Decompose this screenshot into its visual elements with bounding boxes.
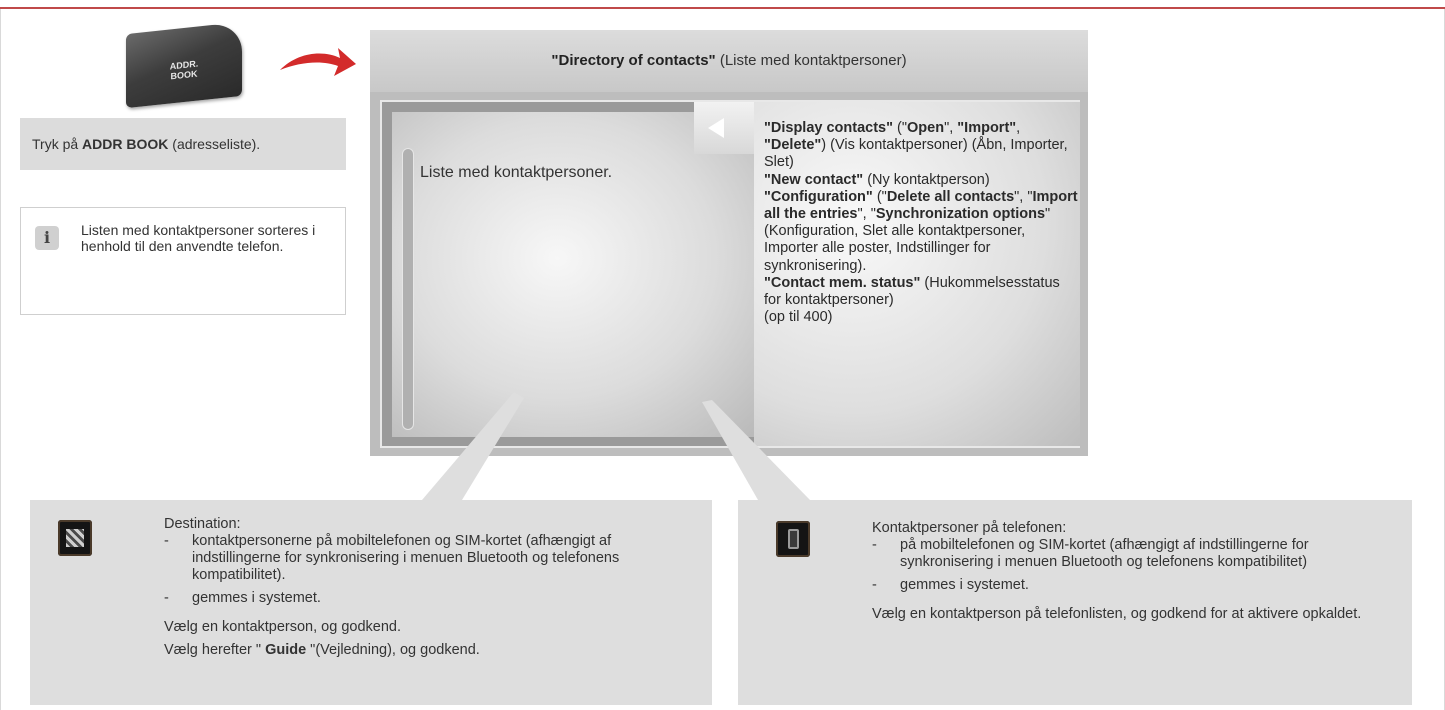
menu-bold: "Import" [957,120,1017,136]
top-rule [0,0,1445,9]
menu-bold: Synchronization options [875,206,1046,223]
bullet-dash: - [872,577,877,593]
bullet-text: kontaktpersonerne på mobiltelefonen og SIM-kortet (afhængigt af indstillingerne for synkronisering i menuen Bluetooth og telefonens kompatibilitet). [192,533,620,583]
bullet-dash: - [164,590,169,606]
guide-prefix: Vælg herefter " [164,642,266,658]
destination-heading: Destination: [164,516,241,532]
addr-book-label-line2: BOOK [170,68,198,82]
instruction-line: Vælg en kontaktperson, og godkend. [164,619,401,635]
destination-text [164,516,684,659]
menu-bold: "New contact" [764,171,864,188]
instruction-box [20,118,346,170]
checkered-flag-glyph [66,529,84,547]
info-text: Listen med kontaktpersoner sorteres i henhold til den anvendte telefon. [81,222,316,254]
menu-item-configuration[interactable] [764,189,1080,275]
menu-bold: Delete all contacts [886,188,1015,205]
guide-suffix: "(Vejledning), og godkend. [306,642,480,658]
info-note [20,207,346,315]
menu-tab[interactable] [694,102,754,154]
callout-wedge-left [420,390,530,502]
bullet-text: på mobiltelefonen og SIM-kortet (afhængigt af indstillingerne for synkronisering i menuen Bluetooth og telefonens kompatibilitet) [900,537,1309,570]
menu-item-capacity [764,309,1080,326]
menu-item-new-contact[interactable] [764,172,1080,189]
menu-rest: (op til 400) [764,309,833,326]
menu-rest: , [1016,120,1021,136]
guide-label: Guide [265,642,307,658]
phone-contacts-text [872,520,1392,623]
list-item [164,533,684,584]
contact-list-label: Liste med kontaktpersoner. [420,164,613,181]
mobile-phone-icon [776,521,810,557]
destination-flag-icon [58,520,92,556]
menu-bold: "Configuration" [764,188,873,205]
menu-bold: "Display contacts" [764,120,893,136]
menu-bold: "Contact mem. status" [764,274,921,291]
menu-text [764,120,1080,326]
menu-rest: ", " [1014,188,1033,205]
menu-rest: " (Konfiguration, Slet alle kontaktpersoner, Importer alle poster, Indstillinger for synkronisering). [764,206,1051,274]
screen-title [370,30,1088,92]
menu-content [754,102,1080,446]
addr-book-label-line1: ADDR. [169,58,199,72]
menu-bold: "Delete" [764,137,822,154]
bullet-text: gemmes i systemet. [900,577,1029,593]
menu-rest: (Ny kontaktperson) [863,171,990,188]
info-icon: i [35,226,59,250]
menu-bold: Import all the entries [764,188,1078,223]
left-arrow-icon [708,118,724,138]
menu-rest: (" [893,120,908,136]
screen-title-bold: "Directory of contacts" [551,52,716,69]
instruction-key: ADDR BOOK [82,136,169,152]
screen-title-rest: (Liste med kontaktpersoner) [715,52,907,69]
bullet-text: gemmes i systemet. [192,590,321,606]
menu-rest: ", " [857,206,876,223]
menu-rest: ", [944,120,954,136]
addr-book-button[interactable] [126,22,242,108]
instruction-line-guide [164,642,684,659]
menu-rest: ) (Vis kontaktpersoner) (Åbn, Importer, Slet) [764,137,1068,171]
list-item [164,590,684,607]
phone-glyph [788,529,799,549]
instruction-line: Vælg en kontaktperson på telefonlisten, og godkend for at aktivere opkaldet. [872,606,1362,622]
menu-rest: (" [872,188,887,205]
instruction-prefix: Tryk på [32,136,83,152]
list-scrollbar[interactable] [402,148,414,430]
contacts-menu-panel [694,102,1078,448]
menu-bold: Open [907,120,945,136]
bullet-dash: - [872,537,877,553]
phone-contacts-heading: Kontaktpersoner på telefonen: [872,520,1067,536]
bullet-dash: - [164,533,169,549]
red-arrow-icon [278,40,358,90]
menu-rest: (Hukommelsesstatus for kontaktpersoner) [764,274,1060,309]
phone-contacts-panel [738,500,1412,705]
callout-wedge-right [700,400,820,502]
list-item [872,537,1392,571]
list-item [872,577,1392,594]
destination-panel [30,500,712,705]
instruction-suffix: (adresseliste). [168,136,261,152]
menu-item-contact-mem-status[interactable] [764,275,1080,309]
menu-item-display-contacts[interactable] [764,120,1080,172]
